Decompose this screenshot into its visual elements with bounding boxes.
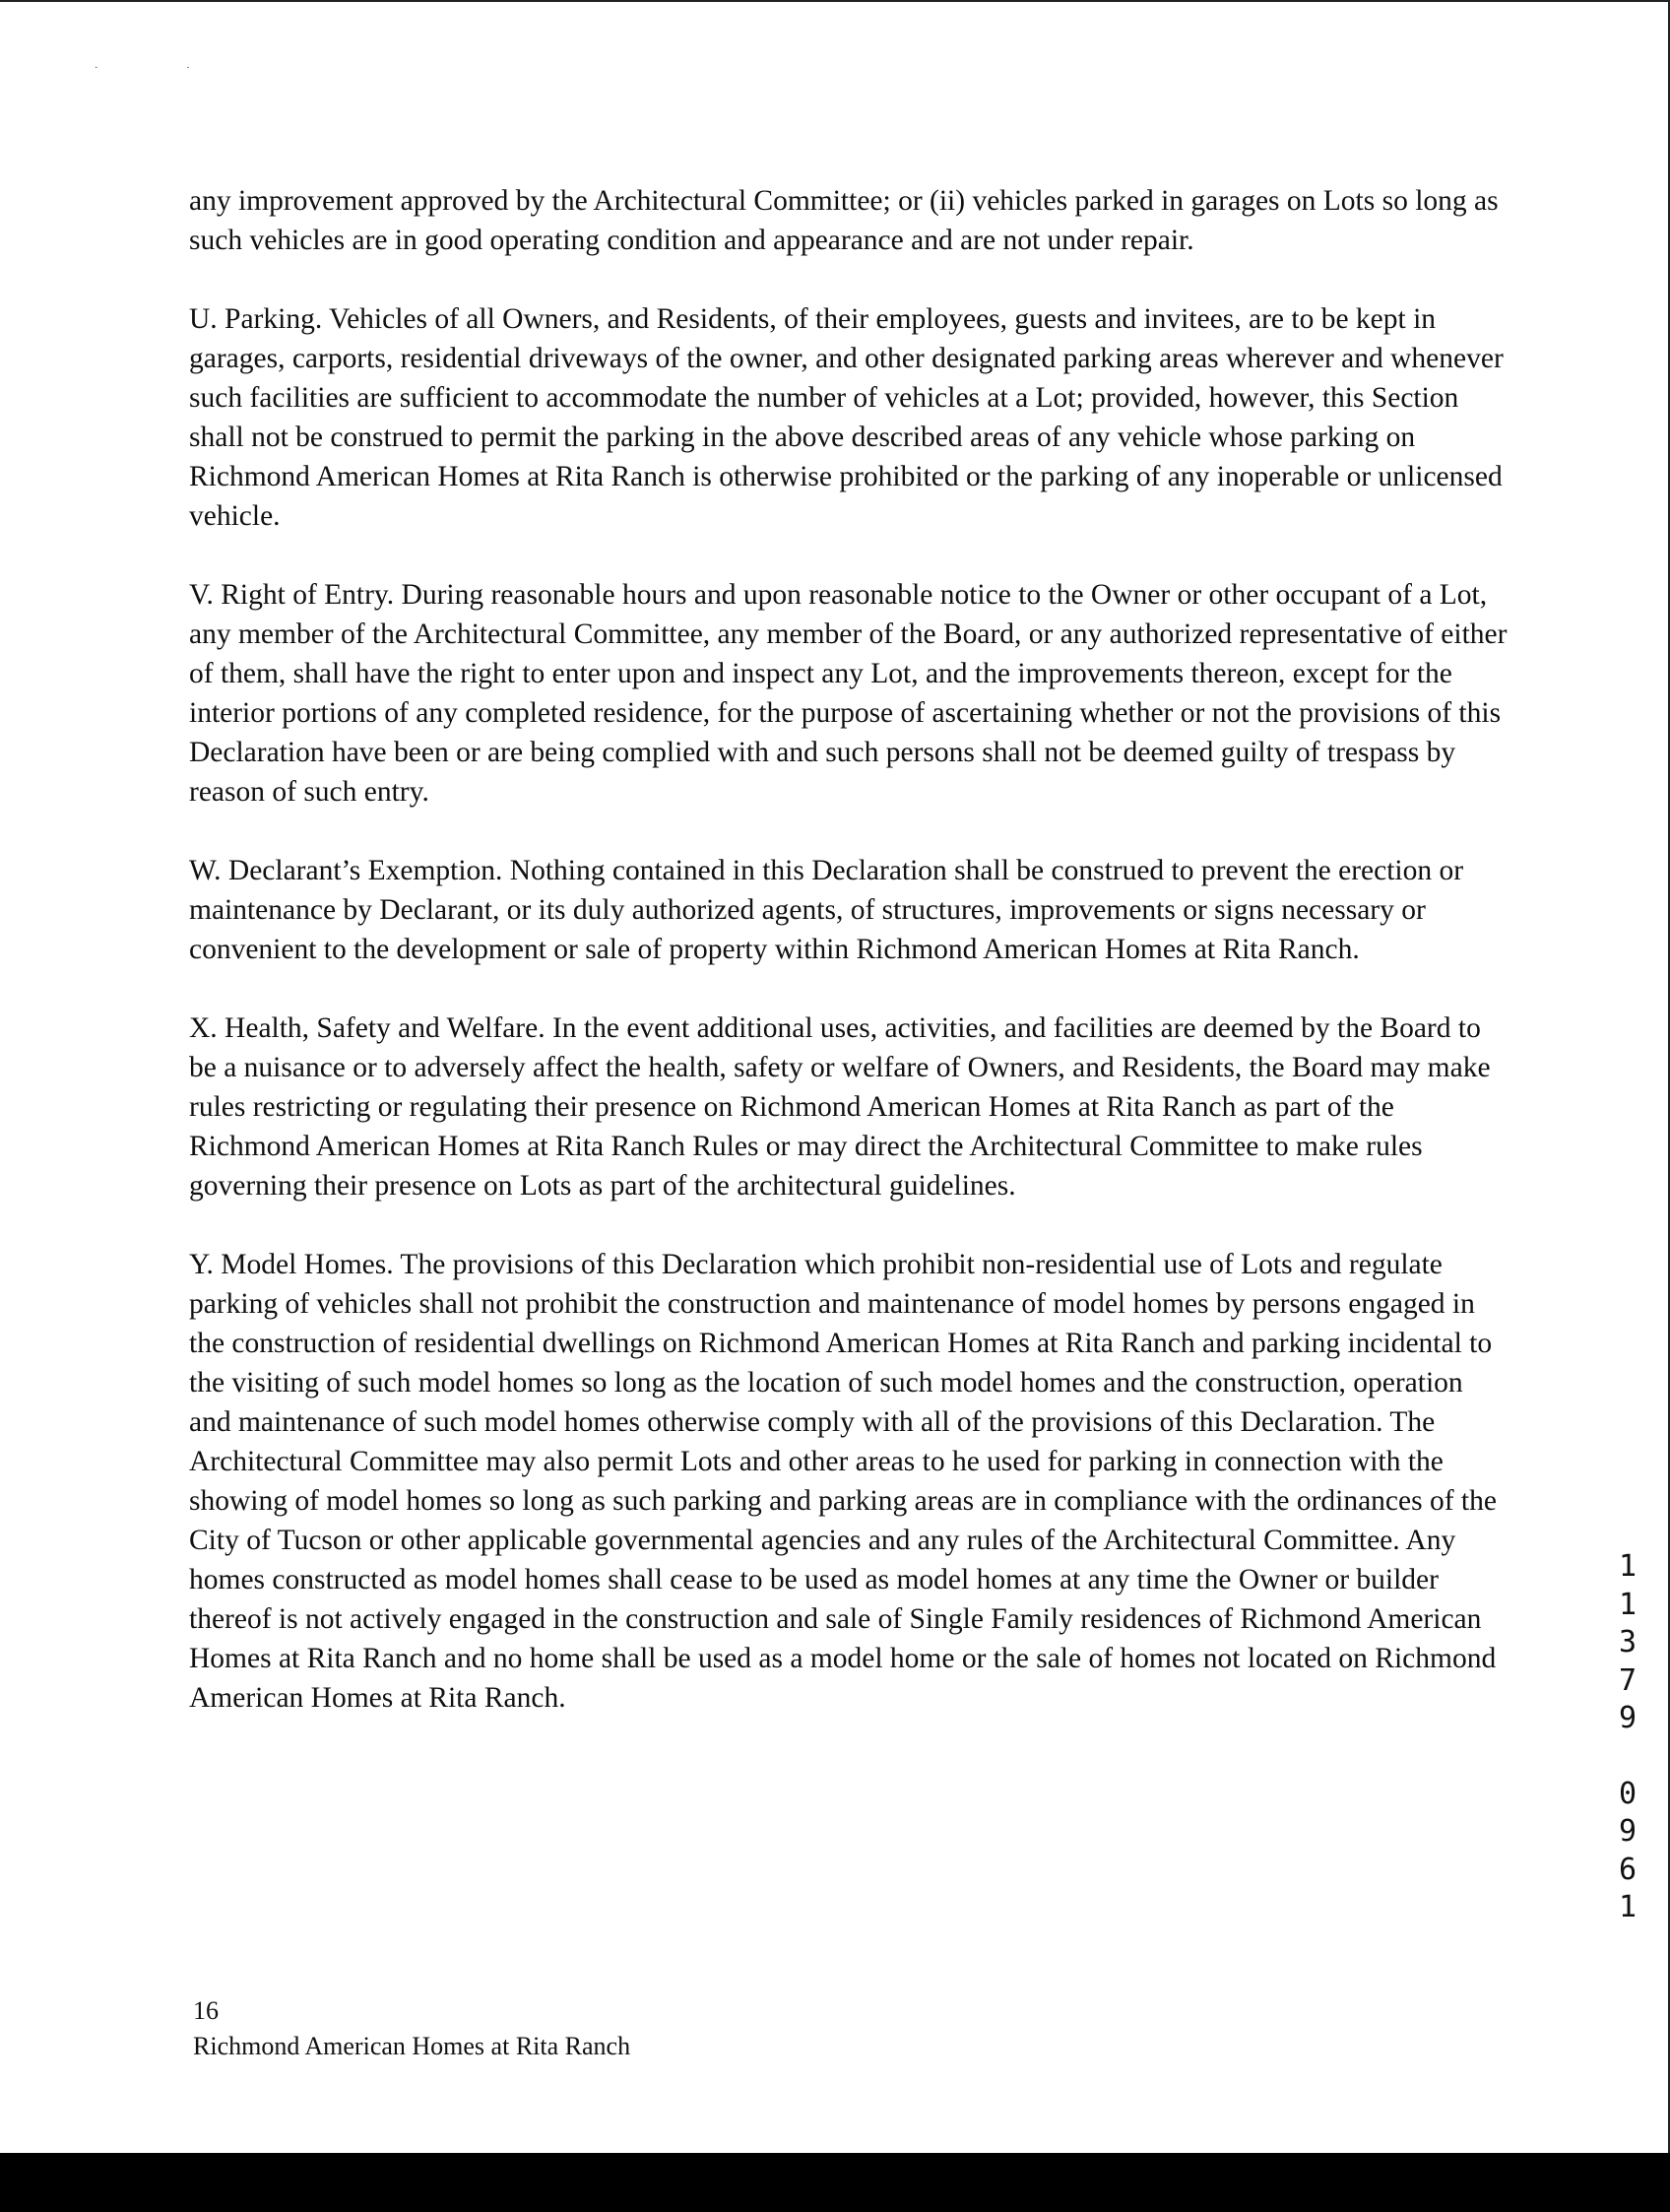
paragraph-right-of-entry: V. Right of Entry. During reasonable hours and upon reasonable notice to the Owner or other occupant of a Lot, any member of the Architectural Committee, any member of the Board, or any authorized representative of either of them, shall have the right to enter upon and inspect any Lot, and the improvements thereon, except for the interior portions of any completed residence, for the purpose of ascertaining whether or not the provisions of this Declaration have been or are being complied with and such persons shall not be deemed guilty of trespass by reason of such entry.: [189, 579, 1508, 808]
paragraph-health-safety-welfare: X. Health, Safety and Welfare. In the event additional uses, activities, and facilities are deemed by the Board to be a nuisance or to adversely affect the health, safety or welfare of Owners, and Residents, the Board may make rules restricting or regulating their presence on Richmond American Homes at Rita Ranch as part of the Richmond American Homes at Rita Ranch Rules or may direct the Architectural Committee to make rules governing their presence on Lots as part of the architectural guidelines.: [189, 1012, 1491, 1202]
paragraph-model-homes: Y. Model Homes. The provisions of this Declaration which prohibit non-residential use of Lots and regulate parking of vehicles shall not prohibit the construction and maintenance of model homes by persons engaged in the construction of residential dwellings on Richmond American Homes at Rita Ranch and parking incidental to the visiting of such model homes so long as the location of such model homes and the construction, operation and maintenance of such model homes otherwise comply with all of the provisions of this Declaration. The Architectural Committee may also permit Lots and other areas to he used for parking in connection with the showing of model homes so long as such parking and parking areas are in compliance with the ordinances of the City of Tucson or other applicable governmental agencies and any rules of the Architectural Committee. Any homes constructed as model homes shall cease to be used as model homes at any time the Owner or builder thereof is not actively engaged in the construction and sale of Single Family residences of Richmond American Homes at Rita Ranch and no home shall be used as a model home or the sale of homes not located on Richmond American Homes at Rita Ranch.: [189, 1249, 1497, 1714]
scan-specks: ··: [95, 63, 279, 74]
document-body: [189, 181, 1509, 1757]
paragraph-continuation: any improvement approved by the Architectural Committee; or (ii) vehicles parked in garages on Lots so long as such vehicles are in good operating condition and appearance and are not under repair.: [189, 185, 1499, 256]
stamp-digit: 3: [1618, 1625, 1638, 1659]
scan-top-border: [0, 0, 1670, 2]
page-number: 16: [193, 1996, 219, 2025]
recording-number-stamp: [1613, 1548, 1642, 1927]
paragraph-parking: U. Parking. Vehicles of all Owners, and Residents, of their employees, guests and invitees, are to be kept in garages, carports, residential driveways of the owner, and other designated parking areas wherever and whenever such facilities are sufficient to accommodate the number of vehicles at a Lot; provided, however, this Section shall not be construed to permit the parking in the above described areas of any vehicle whose parking on Richmond American Homes at Rita Ranch is otherwise prohibited or the parking of any inoperable or unlicensed vehicle.: [189, 303, 1504, 532]
scan-bottom-bar: [0, 2153, 1670, 2212]
stamp-digit: 1: [1618, 1549, 1638, 1584]
page-footer: [193, 1993, 630, 2064]
stamp-digit: 1: [1618, 1587, 1638, 1622]
stamp-digit: 7: [1618, 1662, 1638, 1698]
stamp-digit: 6: [1618, 1852, 1638, 1887]
stamp-digit: 9: [1618, 1814, 1638, 1849]
footer-title: Richmond American Homes at Rita Ranch: [193, 2032, 631, 2060]
stamp-digit: 1: [1618, 1890, 1638, 1924]
stamp-digit: 0: [1618, 1776, 1638, 1811]
stamp-digit: 9: [1618, 1701, 1638, 1735]
paragraph-declarant-exemption: W. Declarant’s Exemption. Nothing contained in this Declaration shall be construed to prevent the erection or maintenance by Declarant, or its duly authorized agents, of structures, improvements or signs necessary or convenient to the development or sale of property within Richmond American Homes at Rita Ranch.: [189, 855, 1464, 965]
stamp-gap: [1613, 1738, 1642, 1776]
